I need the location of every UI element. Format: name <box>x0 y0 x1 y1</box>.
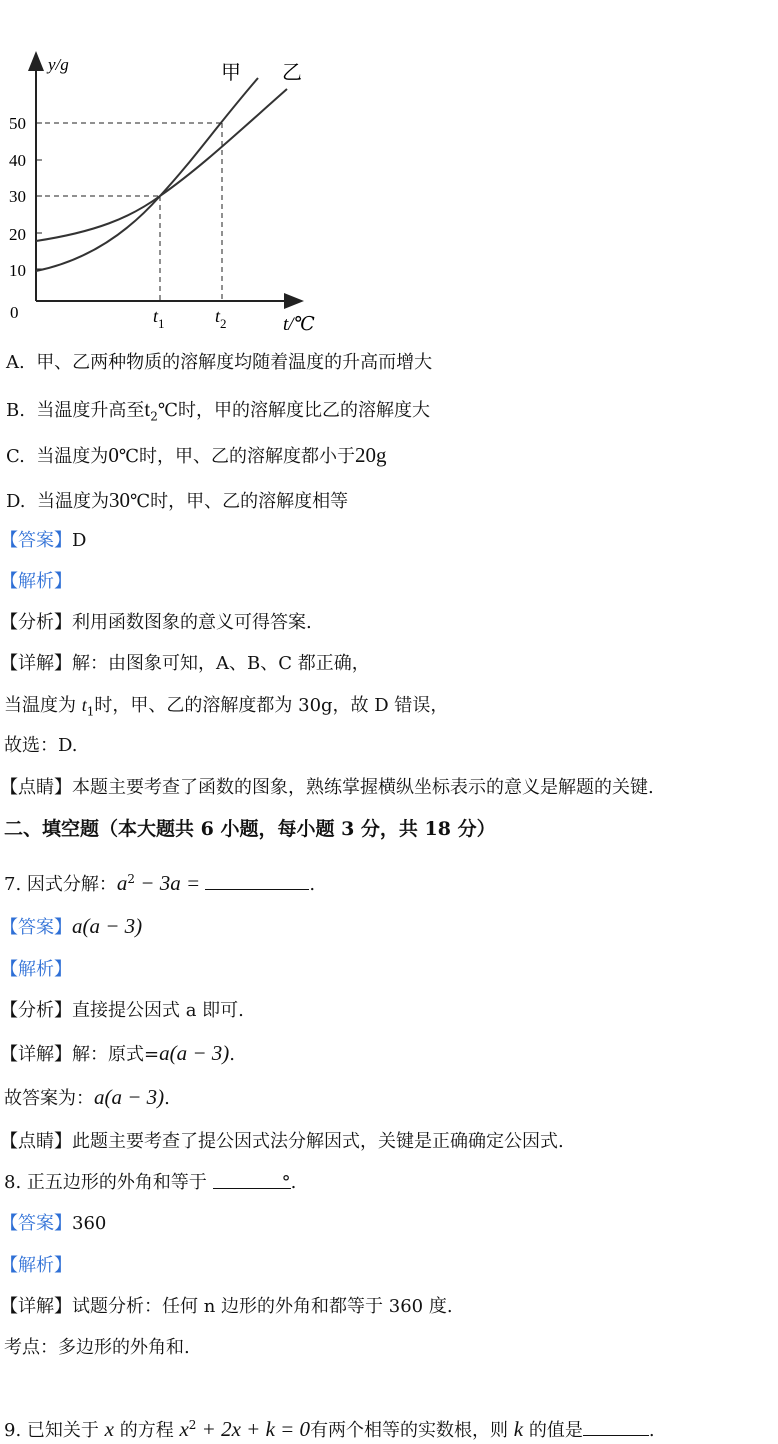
option-c-post: ℃时，甲、乙的溶解度都小于 <box>118 446 355 467</box>
q6-line2-post: 时，甲、乙的溶解度都为 30g，故 D 错误， <box>94 695 449 716</box>
q7-xiangjie-end: . <box>229 1044 235 1065</box>
x-tick-t2: $t_2$ <box>215 306 227 331</box>
q7-stem: 7. 因式分解： <box>4 874 117 895</box>
q7-stem-line <box>4 868 315 896</box>
q8-analysis-tag: 【解析】 <box>0 1255 72 1276</box>
q8-xiangjie: 【详解】试题分析：任何 n 边形的外角和都等于 360 度. <box>0 1296 453 1317</box>
q9-end: . <box>648 1420 655 1441</box>
q9-mid: 的方程 <box>119 1420 174 1441</box>
q8-answer-value: 360 <box>72 1213 107 1234</box>
option-d-label: D. <box>6 491 26 512</box>
q9-eq-sup: 2 <box>188 1418 197 1432</box>
curve-yi <box>36 89 287 241</box>
option-c <box>6 444 386 468</box>
option-c-pre: 当温度为 <box>36 446 109 467</box>
y-tick-40: 40 <box>9 151 26 170</box>
q7-expr-a: a <box>116 871 128 895</box>
q8-answer <box>0 1213 106 1235</box>
q9-post: 有两个相等的实数根，则 <box>310 1420 509 1441</box>
q7-expr-sup: 2 <box>127 872 136 886</box>
y-tick-10: 10 <box>9 261 26 280</box>
q7-analysis-tag: 【解析】 <box>0 959 72 980</box>
q7-final-pre: 故答案为： <box>4 1088 94 1109</box>
x-tick-t1: $t_1$ <box>153 306 165 331</box>
q6-answer-tag: 【答案】 <box>0 530 72 551</box>
option-c-num: 0 <box>108 443 119 467</box>
curve-jia <box>36 78 258 271</box>
option-c-label: C. <box>6 446 25 467</box>
option-b-sub: 2 <box>150 409 158 424</box>
q6-answer <box>0 530 86 552</box>
option-b-label: B. <box>6 400 25 421</box>
x-axis-label: t/℃ <box>283 314 315 335</box>
q7-final <box>4 1086 170 1110</box>
option-b-pre: 当温度升高至 <box>36 400 145 421</box>
curve-label-yi: 乙 <box>282 62 302 84</box>
q8-answer-tag: 【答案】 <box>0 1213 72 1234</box>
q7-answer <box>0 915 142 939</box>
q7-dianjing: 【点睛】此题主要考查了提公因式法分解因式，关键是正确确定公因式. <box>0 1131 564 1152</box>
q9-blank[interactable] <box>583 1419 649 1436</box>
q9-post2: 的值是 <box>528 1420 583 1441</box>
q8-end: . <box>290 1172 297 1193</box>
q9-eq-x: x <box>179 1417 189 1441</box>
option-d-post: ℃时，甲、乙的溶解度相等 <box>129 491 349 512</box>
q9-x: x <box>104 1417 114 1441</box>
option-b <box>6 398 430 428</box>
q8-kaodian: 考点：多边形的外角和. <box>4 1337 190 1358</box>
q6-line2-t: t <box>81 695 87 715</box>
q7-expr-rest: − 3a = <box>135 871 206 895</box>
option-d-num: 30 <box>108 488 130 512</box>
origin-label: 0 <box>10 303 19 322</box>
q7-fenxi: 【分析】直接提公因式 a 即可. <box>0 1000 244 1021</box>
q8-unit: ° <box>281 1172 291 1193</box>
option-a-label: A. <box>6 352 25 373</box>
section2-title: 二、填空题（本大题共 6 小题，每小题 3 分，共 18 分） <box>4 818 496 840</box>
q9-stem: 9. 已知关于 <box>4 1420 99 1441</box>
y-tick-30: 30 <box>9 187 26 206</box>
q6-line2 <box>4 694 448 723</box>
q6-fenxi: 【分析】利用函数图象的意义可得答案. <box>0 612 312 633</box>
q7-blank[interactable] <box>205 873 309 890</box>
q8-stem-line <box>4 1172 296 1194</box>
option-d-pre: 当温度为 <box>36 491 109 512</box>
q7-xiangjie <box>0 1042 235 1066</box>
q6-choose: 故选：D. <box>4 735 78 756</box>
q6-line2-pre: 当温度为 <box>4 695 76 716</box>
q6-dianjing: 【点睛】本题主要考查了函数的图象，熟练掌握横纵坐标表示的意义是解题的关键. <box>0 777 654 798</box>
q9-stem-line <box>4 1414 655 1442</box>
q8-stem: 8. 正五边形的外角和等于 <box>4 1172 207 1193</box>
option-a-text: 甲、乙两种物质的溶解度均随着温度的升高而增大 <box>36 352 433 373</box>
q7-end: . <box>309 874 316 895</box>
option-a <box>6 352 432 374</box>
curve-label-jia: 甲 <box>221 62 241 84</box>
q7-xiangjie-pre: 【详解】解：原式= <box>0 1044 160 1065</box>
option-b-t: t <box>144 397 151 421</box>
option-d <box>6 489 348 513</box>
y-axis-label: y/g <box>48 55 69 74</box>
option-b-post: ℃时，甲的溶解度比乙的溶解度大 <box>157 400 431 421</box>
q9-k: k <box>513 1417 524 1441</box>
solubility-graph <box>0 40 330 340</box>
q7-xiangjie-expr: a(a − 3) <box>159 1041 230 1065</box>
y-tick-50: 50 <box>9 114 26 133</box>
q6-line2-sub: 1 <box>86 704 95 719</box>
q7-answer-tag: 【答案】 <box>0 917 72 938</box>
q8-blank[interactable] <box>213 1172 291 1193</box>
q7-final-end: . <box>164 1088 170 1109</box>
q6-answer-value: D <box>72 530 87 551</box>
q7-final-expr: a(a − 3) <box>94 1085 165 1109</box>
q6-xiangjie: 【详解】解：由图象可知，A、B、C 都正确， <box>0 653 370 674</box>
q7-answer-value: a(a − 3) <box>72 914 143 938</box>
y-tick-20: 20 <box>9 225 26 244</box>
q9-eq-rest: + 2x + k = 0 <box>196 1417 311 1441</box>
option-c-val: 20g <box>354 443 387 467</box>
q6-analysis-tag: 【解析】 <box>0 571 72 592</box>
